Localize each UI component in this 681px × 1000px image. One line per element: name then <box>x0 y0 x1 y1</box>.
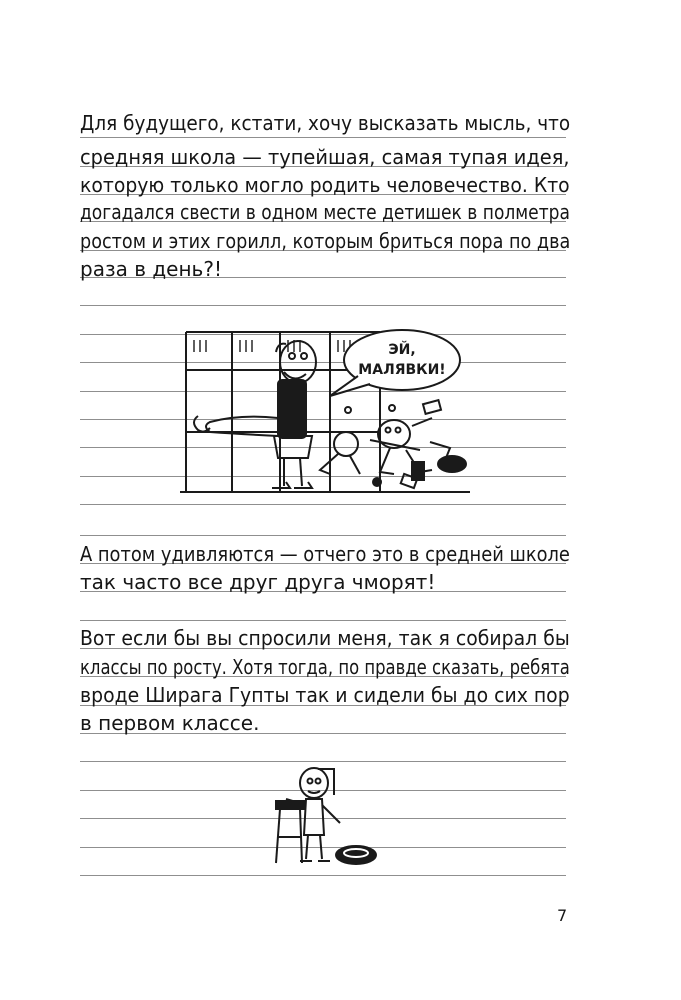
paragraph-1-line-1: Для будущего, кстати, хочу высказать мысль, что <box>80 111 571 135</box>
rule-line <box>80 305 566 306</box>
paragraph-3-line-3: вроде Ширага Гупты так и сидели бы до сих пор <box>80 683 570 707</box>
kid-on-stool-illustration <box>268 765 388 875</box>
rule-line <box>80 875 566 876</box>
rule-line <box>80 137 566 138</box>
bully-locker-illustration <box>180 322 480 502</box>
rule-line <box>80 761 566 762</box>
paragraph-1-line-6: раза в день?! <box>80 257 222 281</box>
page-number: 7 <box>557 906 568 925</box>
paragraph-2-line-1: А потом удивляются — отчего это в средней школе <box>80 542 570 566</box>
speech-bubble-line-1: ЭЙ, <box>388 342 416 358</box>
paragraph-3-line-4: в первом классе. <box>80 711 260 735</box>
speech-bubble-line-2: МАЛЯВКИ! <box>358 362 446 378</box>
rule-line <box>80 535 566 536</box>
paragraph-2-line-2: так часто все друг друга чморят! <box>80 570 436 594</box>
rule-line <box>80 620 566 621</box>
paragraph-1-line-5: ростом и этих горилл, которым бриться пора по два <box>80 229 571 253</box>
paragraph-1-line-4: догадался свести в одном месте детишек в полметра <box>80 200 570 224</box>
paragraph-3-line-2: классы по росту. Хотя тогда, по правде сказать, ребята <box>80 655 570 679</box>
paragraph-1-line-2: средняя школа — тупейшая, самая тупая идея, <box>80 145 570 169</box>
paragraph-1-line-3: которую только могло родить человечество. Кто <box>80 173 570 197</box>
rule-line <box>80 504 566 505</box>
paragraph-3-line-1: Вот если бы вы спросили меня, так я собирал бы <box>80 626 570 650</box>
